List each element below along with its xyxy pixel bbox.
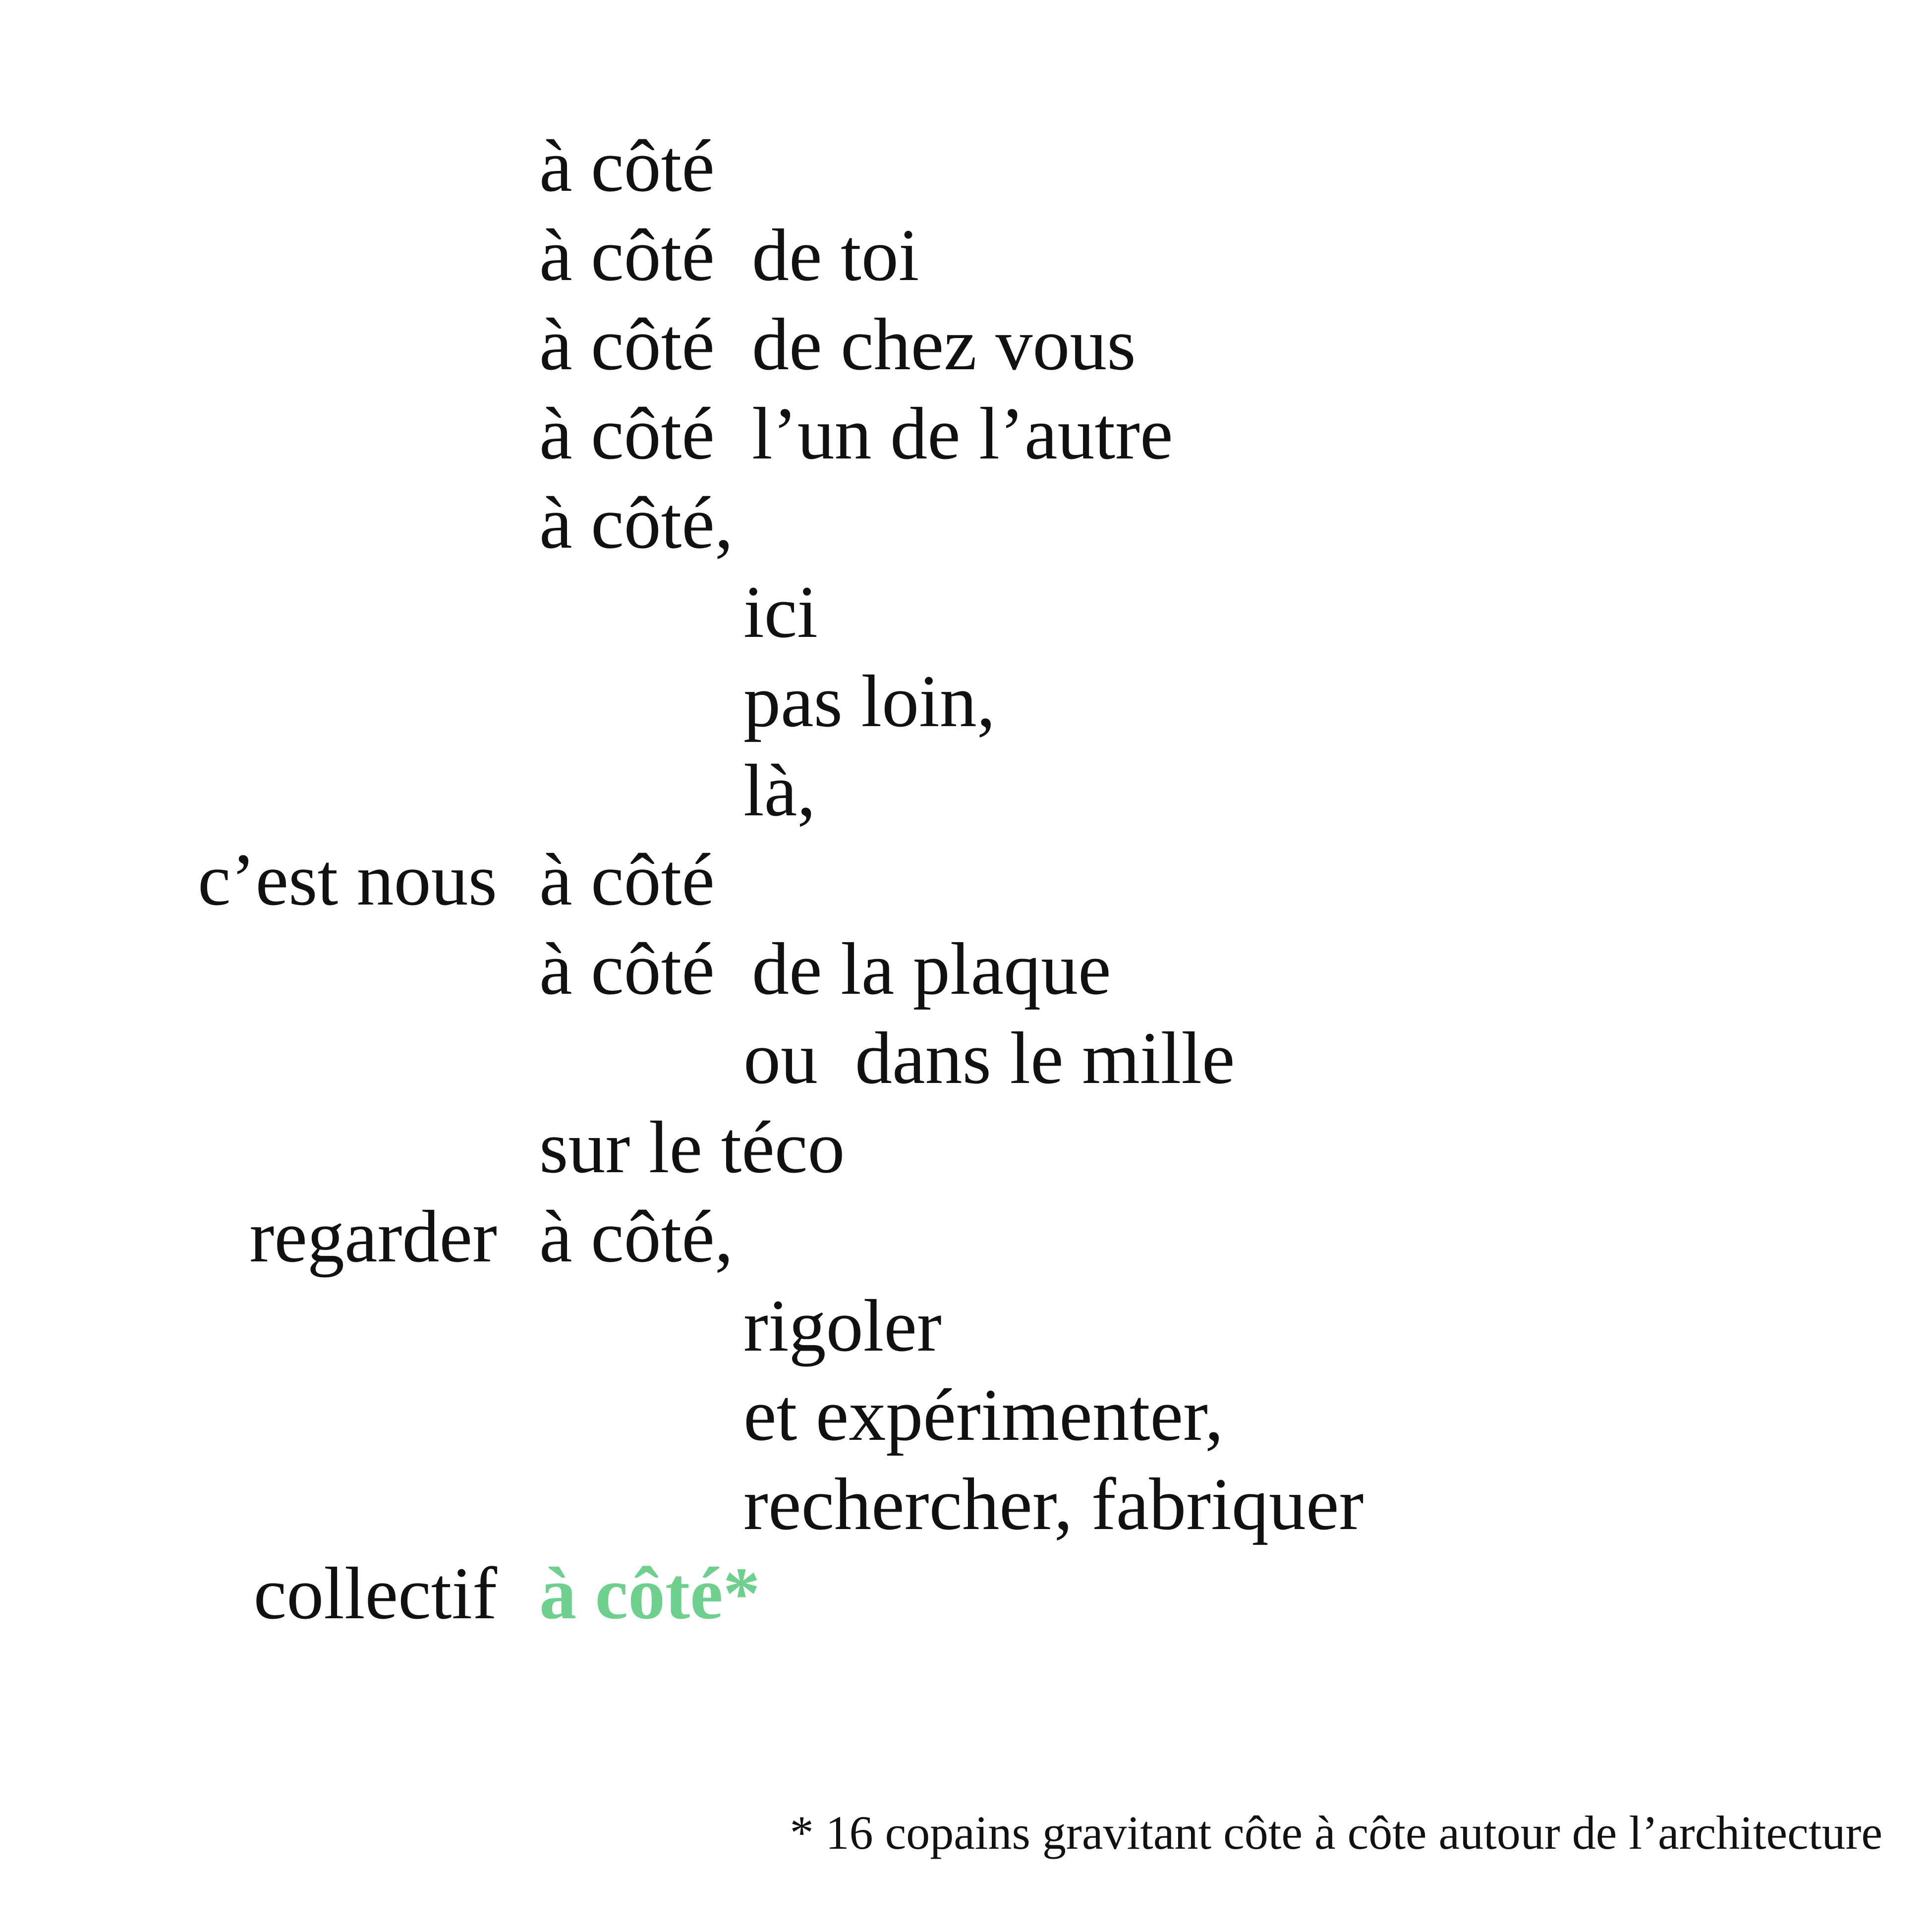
poem-line (0, 1103, 1932, 1192)
poem-main-text: à côté (539, 839, 715, 921)
poem-line (0, 121, 1932, 211)
poem-indented-text: rechercher, fabriquer (743, 1463, 1364, 1545)
poem-main-text: à côté (539, 303, 715, 386)
poem-line (0, 300, 1932, 389)
poem-main-text: à côté, (539, 482, 734, 564)
footnote: * 16 copains gravitant côte à côte autour de l’architecture (790, 1806, 1882, 1859)
poem-indented-tail-text: dans le mille (855, 1017, 1235, 1099)
poem-line (0, 657, 1932, 746)
poem-tail-text: de toi (752, 214, 919, 296)
poem-line (0, 1014, 1932, 1103)
poem-line (0, 478, 1932, 568)
poem-tail-text: de la plaque (752, 928, 1111, 1010)
poem-line (0, 1192, 1932, 1281)
poem-indented-text: pas loin, (743, 660, 996, 742)
poem-tail-text: de chez vous (752, 303, 1136, 386)
poem-lead-text: c’est nous (197, 839, 497, 921)
poem-indented-text: rigoler (743, 1285, 942, 1367)
poem-tail-text: l’un de l’autre (752, 393, 1173, 475)
poem-indented-text: ou (743, 1017, 818, 1099)
poem-line (0, 389, 1932, 478)
collective-name-accent: à côté* (539, 1552, 760, 1635)
poem-indented-text: et expérimenter, (743, 1374, 1224, 1456)
poem-line (0, 568, 1932, 657)
poem-main-text: à côté (539, 125, 715, 207)
poem-line (0, 746, 1932, 835)
poem-line (0, 1460, 1932, 1549)
poem-lead-text: collectif (253, 1552, 497, 1635)
poem-line (0, 1370, 1932, 1460)
poem-line (0, 1281, 1932, 1370)
poem-main-text: à côté (539, 393, 715, 475)
poem-line (0, 924, 1932, 1014)
poem-indented-text: là, (743, 749, 816, 832)
poem-line (0, 211, 1932, 300)
poem-lead-text: regarder (249, 1195, 497, 1278)
poem-main-text: à côté (539, 214, 715, 296)
poem-line (0, 1549, 1932, 1638)
poem-indented-text: ici (743, 571, 818, 653)
poem-main-text: à côté, (539, 1195, 734, 1278)
poem-main-text: sur le téco (539, 1106, 845, 1189)
poem-main-text: à côté (539, 928, 715, 1010)
poem-line (0, 835, 1932, 924)
